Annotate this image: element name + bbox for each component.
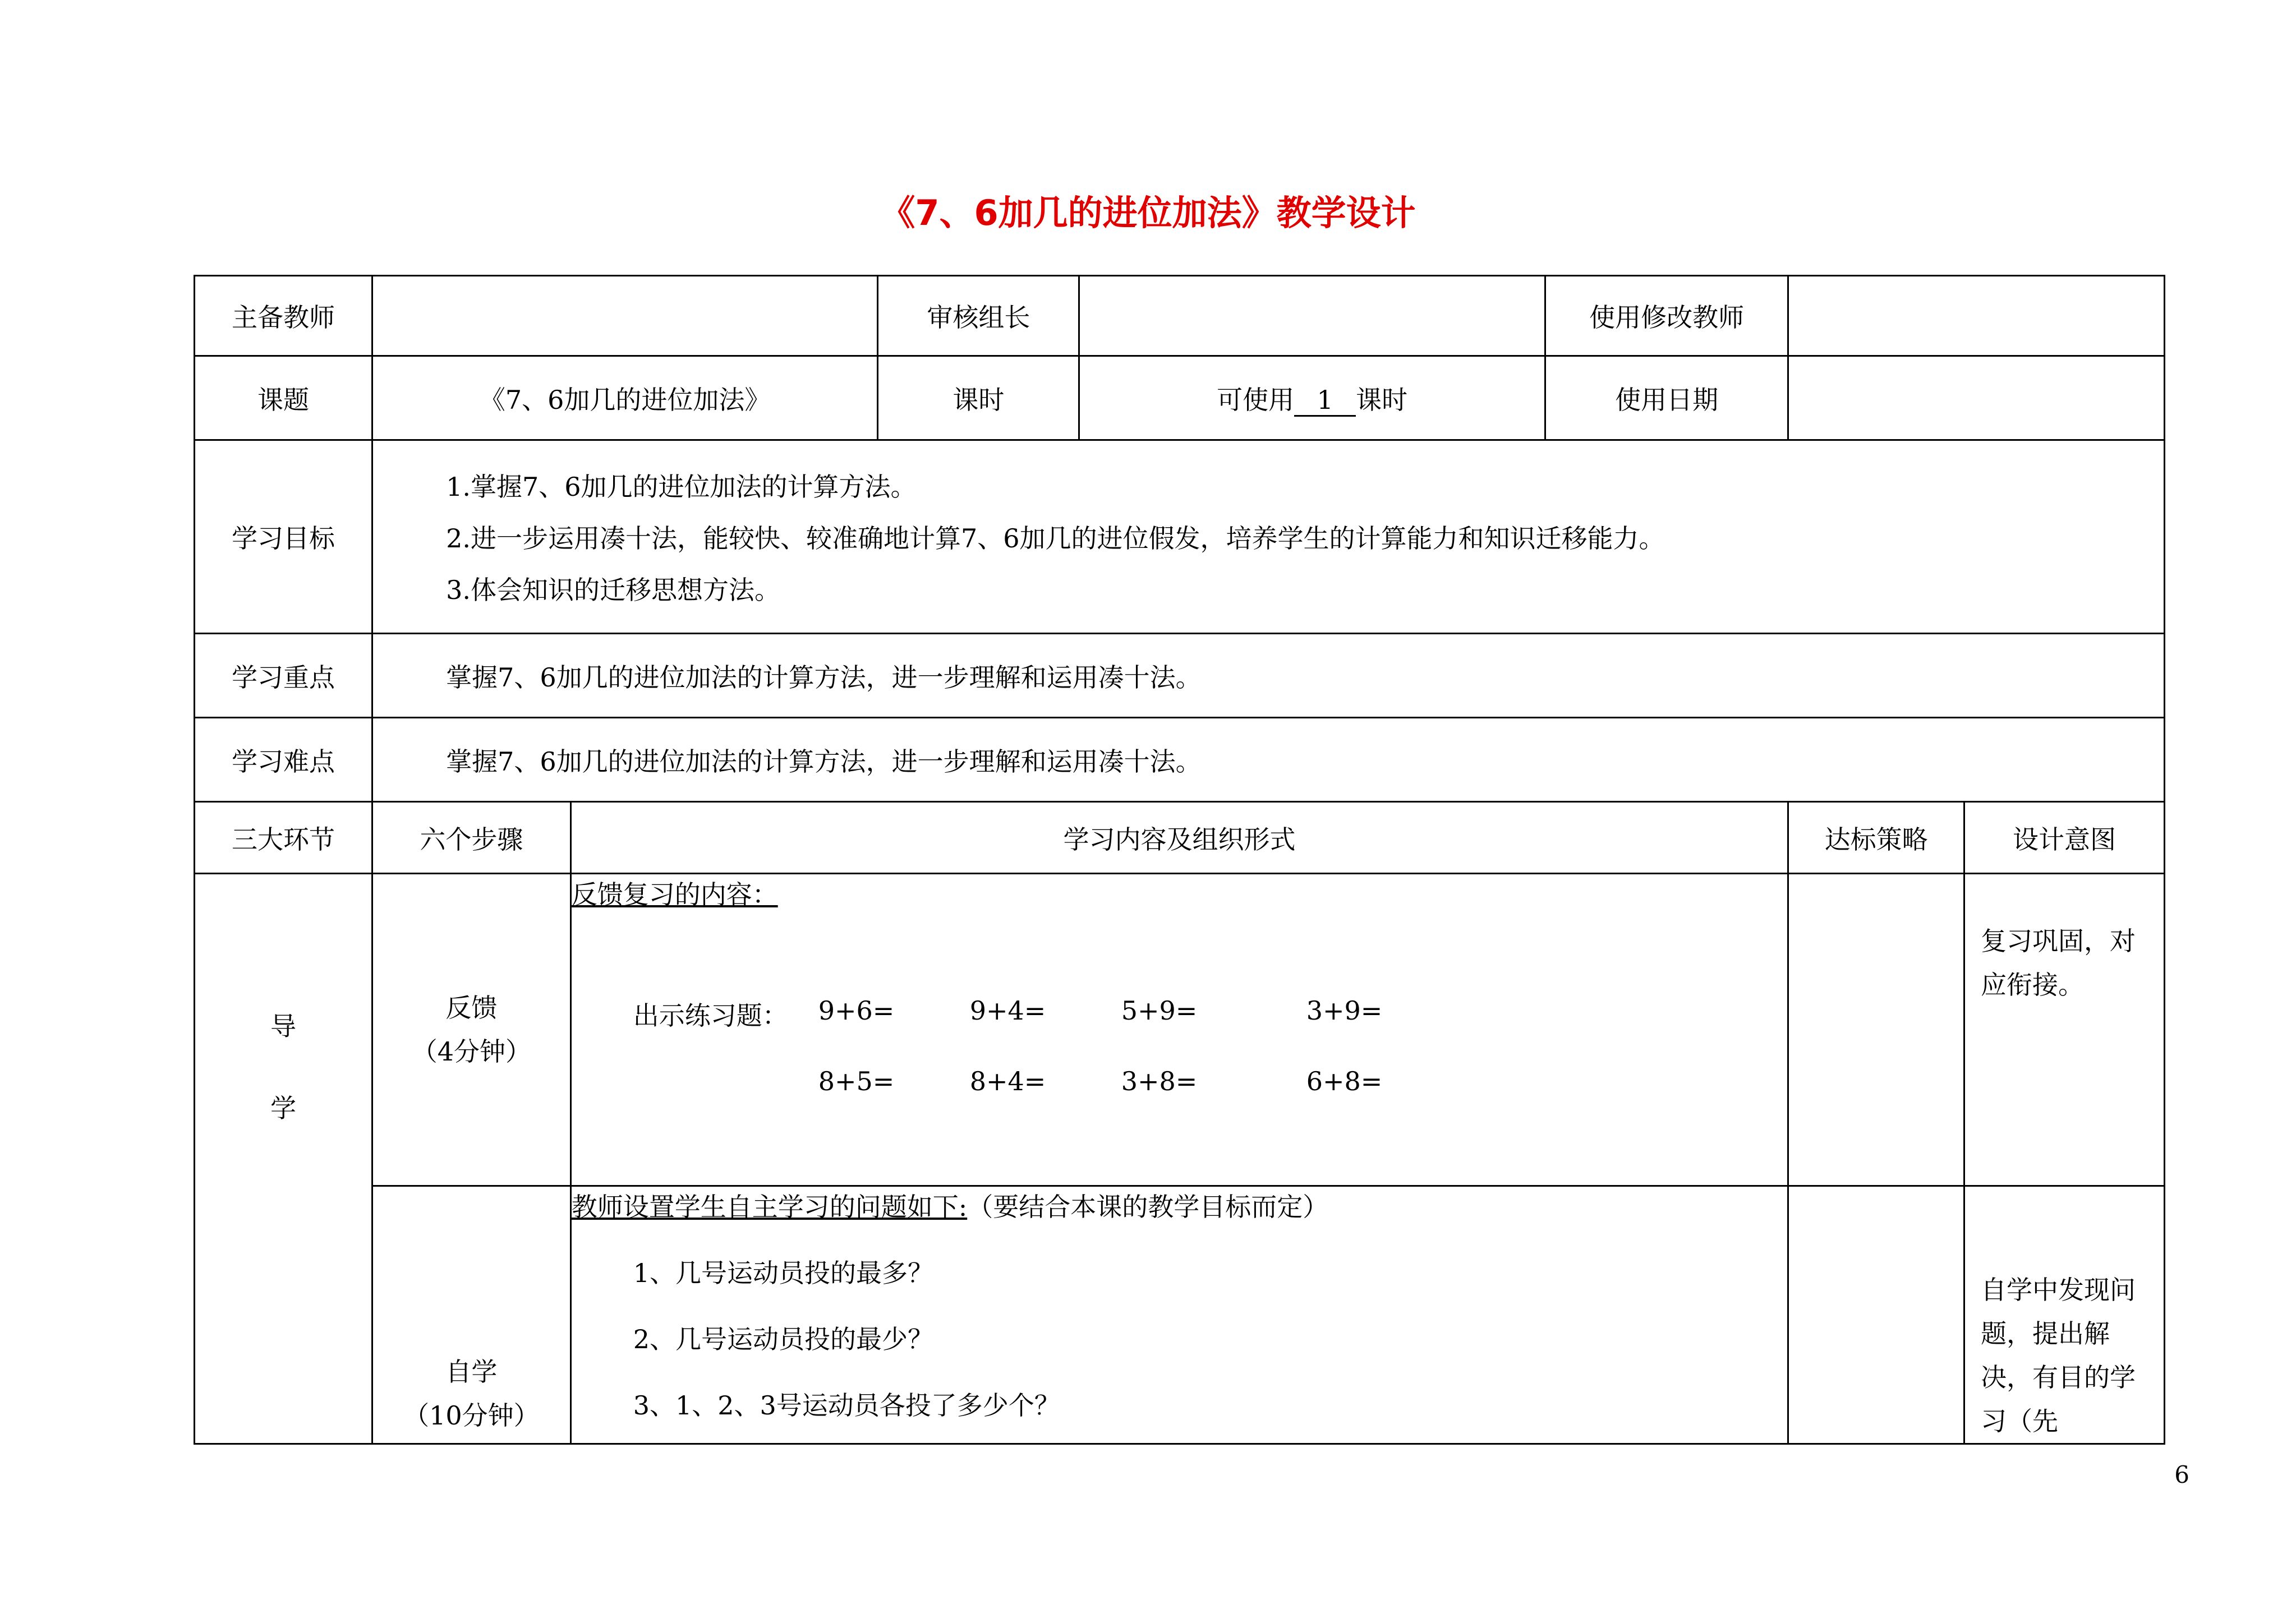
- key-point-label: 学习重点: [195, 634, 372, 718]
- main-teacher-label: 主备教师: [195, 276, 372, 356]
- self-study-heading: [572, 1187, 1788, 1224]
- key-point-text: 掌握7、6加几的进位加法的计算方法，进一步理解和运用凑十法。: [372, 634, 2165, 718]
- exercise-item: 5+9=: [1121, 995, 1198, 1026]
- goal-item: 1.掌握7、6加几的进位加法的计算方法。: [446, 472, 917, 502]
- hours-suffix: 课时: [1356, 384, 1408, 415]
- modifier-value: [1788, 276, 2165, 356]
- feedback-intent: 复习巩固，对应衔接。: [1964, 874, 2164, 1186]
- self-study-intent: 自学中发现问题，提出解决，有目的学习（先: [1964, 1186, 2164, 1444]
- feedback-content: [570, 874, 1788, 1186]
- key-point-row: [195, 634, 2165, 718]
- feedback-step: [372, 874, 571, 1186]
- column-header-strategy: 达标策略: [1788, 802, 1964, 874]
- exercise-row-1: [572, 995, 1788, 1032]
- self-study-step: [372, 1186, 571, 1444]
- feedback-step-time: （4分钟）: [411, 1036, 532, 1067]
- topic-label: 课题: [195, 356, 372, 440]
- hours-prefix: 可使用: [1217, 384, 1295, 415]
- goal-item: 3.体会知识的迁移思想方法。: [446, 575, 780, 605]
- reviewer-label: 审核组长: [878, 276, 1079, 356]
- column-header-content: 学习内容及组织形式: [570, 802, 1788, 874]
- feedback-strategy: [1788, 874, 1964, 1186]
- exercise-item: 8+4=: [969, 1066, 1046, 1096]
- difficulty-text: 掌握7、6加几的进位加法的计算方法，进一步理解和运用凑十法。: [372, 718, 2165, 802]
- exercise-item: 3+8=: [1121, 1066, 1198, 1096]
- exercise-item: 6+8=: [1306, 1066, 1383, 1096]
- self-study-content: [570, 1186, 1788, 1444]
- feedback-step-name: 反馈: [445, 993, 498, 1023]
- difficulty-row: [195, 718, 2165, 802]
- hours-label: 课时: [878, 356, 1079, 440]
- goals-label: 学习目标: [195, 440, 372, 634]
- exercise-label: 出示练习题：: [633, 1000, 788, 1031]
- exercise-item: 9+6=: [818, 995, 895, 1026]
- phase-char: 学: [270, 1093, 297, 1123]
- self-study-heading-note: （要结合本课的教学目标而定）: [967, 1192, 1329, 1222]
- self-study-heading-main: 教师设置学生自主学习的问题如下:: [571, 1192, 968, 1222]
- goal-item: 2.进一步运用凑十法，能较快、较准确地计算7、6加几的进位假发，培养学生的计算能力和知识迁移能力。: [446, 523, 1665, 554]
- self-study-question: 1、几号运动员投的最多？: [633, 1258, 933, 1288]
- modifier-label: 使用修改教师: [1545, 276, 1788, 356]
- topic-row: [195, 356, 2165, 440]
- self-study-step-name: 自学: [445, 1357, 498, 1387]
- difficulty-label: 学习难点: [195, 718, 372, 802]
- date-value: [1788, 356, 2165, 440]
- topic-value: 《7、6加几的进位加法》: [372, 356, 878, 440]
- exercise-item: 3+9=: [1306, 995, 1383, 1026]
- column-header-phase: 三大环节: [195, 802, 372, 874]
- main-teacher-value: [372, 276, 878, 356]
- page-number: 6: [2174, 1461, 2189, 1488]
- date-label: 使用日期: [1545, 356, 1788, 440]
- feedback-row: [195, 874, 2165, 1186]
- column-header-row: [195, 802, 2165, 874]
- hours-cell: [1079, 356, 1545, 440]
- lesson-plan-table: [194, 275, 2165, 1445]
- reviewer-value: [1079, 276, 1545, 356]
- column-header-steps: 六个步骤: [372, 802, 571, 874]
- column-header-intent: 设计意图: [1964, 802, 2164, 874]
- phase-char: 导: [270, 1011, 297, 1041]
- goals-content: [372, 440, 2165, 634]
- self-study-step-time: （10分钟）: [403, 1400, 540, 1431]
- header-row: [195, 276, 2165, 356]
- feedback-heading: 反馈复习的内容：: [571, 879, 778, 910]
- hours-value: 1: [1294, 385, 1356, 417]
- document-title: 《7、6加几的进位加法》教学设计: [880, 192, 1416, 233]
- phase-cell: [195, 874, 372, 1444]
- goals-row: [195, 440, 2165, 634]
- exercise-row-2: [572, 1066, 1788, 1096]
- exercise-item: 9+4=: [969, 995, 1046, 1026]
- self-study-row: [195, 1186, 2165, 1444]
- self-study-question: 3、1、2、3号运动员各投了多少个？: [633, 1390, 1060, 1421]
- self-study-strategy: [1788, 1186, 1964, 1444]
- exercise-item: 8+5=: [818, 1066, 895, 1096]
- self-study-question: 2、几号运动员投的最少？: [633, 1324, 933, 1354]
